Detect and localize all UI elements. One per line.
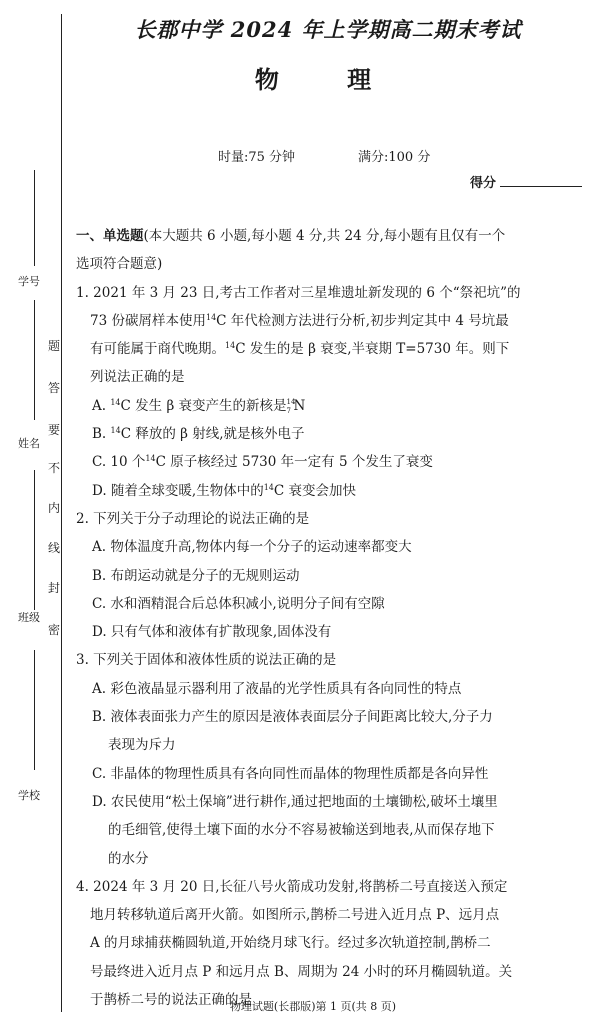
name-label: 姓名 (18, 437, 40, 450)
q1-text: 73 份碳屑样本使用 (90, 312, 206, 329)
seal-char: 封 (48, 581, 61, 595)
q2-option-b: B. 布朗运动就是分子的无规则运动 (92, 567, 300, 584)
name-blank (34, 300, 35, 420)
seal-char: 答 (48, 381, 61, 395)
isotope-mass: 14 (145, 454, 156, 464)
option-text: C. 10 个 (92, 454, 146, 471)
q3-option-c: C. 非晶体的物理性质具有各向同性而晶体的物理性质都是各向异性 (92, 765, 489, 782)
class-label: 班级 (18, 611, 40, 624)
option-text: C 原子核经过 5730 年一定有 5 个发生了衰变 (155, 454, 433, 471)
option-text: C 释放的 β 射线,就是核外电子 (120, 426, 305, 443)
q3-option-a: A. 彩色液晶显示器利用了液晶的光学性质具有各向同性的特点 (92, 680, 462, 697)
isotope-mass: 14 (110, 426, 121, 436)
q1-option-b (76, 420, 586, 448)
school-blank (34, 650, 35, 770)
q3-option-b-cont: 表现为斥力 (108, 737, 176, 754)
q1-option-a (76, 392, 586, 420)
option-text: C 发生 β 衰变产生的新核是 (120, 397, 287, 414)
question-3-stem: 3. 下列关于固体和液体性质的说法正确的是 (76, 652, 337, 669)
seal-char: 内 (48, 501, 61, 515)
option-text: N (293, 397, 306, 414)
score-label: 得分 (470, 176, 497, 191)
question-4-line: A 的月球捕获椭圆轨道,开始绕月球飞行。经过多次轨道控制,鹊桥二 (90, 935, 491, 952)
q2-option-d: D. 只有气体和液体有扩散现象,固体没有 (92, 624, 332, 641)
nuclide-atomic-number: 7 (286, 406, 292, 415)
seal-char: 线 (48, 541, 61, 555)
isotope-mass: 14 (225, 341, 236, 351)
school-label: 学校 (18, 789, 40, 802)
student-id-blank (34, 170, 35, 266)
section-instructions: (本大题共 6 小题,每小题 4 分,共 24 分,每小题有且仅有一个 (143, 228, 506, 244)
option-text: C 衰变会加快 (273, 482, 357, 499)
question-4-line: 4. 2024 年 3 月 20 日,长征八号火箭成功发射,将鹊桥二号直接送入预定 (76, 878, 508, 895)
q2-option-c: C. 水和酒精混合后总体积减小,说明分子间有空隙 (92, 595, 385, 612)
seal-char: 不 (48, 461, 61, 475)
isotope-mass: 14 (110, 397, 121, 407)
isotope-mass: 14 (263, 482, 274, 492)
q1-option-c (76, 448, 586, 476)
question-1-line (76, 335, 586, 363)
subject-title: 物 理 (254, 65, 402, 94)
isotope-mass: 14 (205, 312, 217, 322)
class-blank (34, 470, 35, 610)
student-id-label: 学号 (18, 275, 40, 288)
option-text: D. 随着全球变暖,生物体中的 (92, 482, 264, 499)
q3-option-b: B. 液体表面张力产生的原因是液体表面层分子间距离比较大,分子力 (92, 709, 493, 726)
nuclide-mass: 14 (286, 397, 296, 406)
binding-line (61, 14, 62, 1012)
q2-option-a: A. 物体温度升高,物体内每一个分子的运动速率都变大 (92, 539, 412, 556)
question-1-line (76, 307, 586, 335)
q1-text: C 年代检测方法进行分析,初步判定其中 4 号坑最 (216, 312, 509, 329)
section-instructions-cont: 选项符合题意) (76, 256, 163, 273)
q1-text: 有可能属于商代晚期。 (90, 341, 225, 358)
score-blank (500, 186, 582, 187)
option-text: B. (92, 426, 111, 443)
question-4-line: 号最终进入近月点 P 和远月点 B、周期为 24 小时的环月椭圆轨道。关 (90, 963, 513, 980)
exam-title: 长郡中学 2024 年上学期高二期末考试 (134, 17, 522, 42)
question-2-stem: 2. 下列关于分子动理论的说法正确的是 (76, 510, 310, 527)
page-footer: 物理试题(长郡版)第 1 页(共 8 页) (229, 1000, 397, 1013)
time-limit: 时量:75 分钟 (218, 150, 296, 165)
q3-option-d-cont: 的水分 (108, 850, 149, 867)
q1-option-d (76, 477, 586, 505)
question-1-line: 列说法正确的是 (90, 369, 185, 386)
full-score: 满分:100 分 (358, 150, 431, 165)
seal-char: 要 (48, 423, 61, 437)
q1-text: C 发生的是 β 衰变,半衰期 T=5730 年。则下 (235, 341, 510, 358)
seal-char: 题 (48, 339, 61, 353)
question-1-line: 1. 2021 年 3 月 23 日,考古工作者对三星堆遗址新发现的 6 个“祭祀坑”的 (76, 284, 521, 301)
exam-content (76, 222, 586, 1014)
section-heading (76, 222, 586, 250)
question-4-line: 于鹊桥二号的说法正确的是 (90, 992, 252, 1009)
q3-option-d-cont: 的毛细管,使得土壤下面的水分不容易被输送到地表,从而保存地下 (108, 822, 495, 839)
question-4-line: 地月转移轨道后离开火箭。如图所示,鹊桥二号进入近月点 P、远月点 (90, 907, 500, 924)
option-text: A. (92, 397, 111, 414)
seal-char: 密 (48, 623, 61, 637)
section-title: 一、单选题 (76, 228, 144, 244)
q3-option-d: D. 农民使用“松土保墒”进行耕作,通过把地面的土壤锄松,破坏土壤里 (92, 793, 498, 810)
